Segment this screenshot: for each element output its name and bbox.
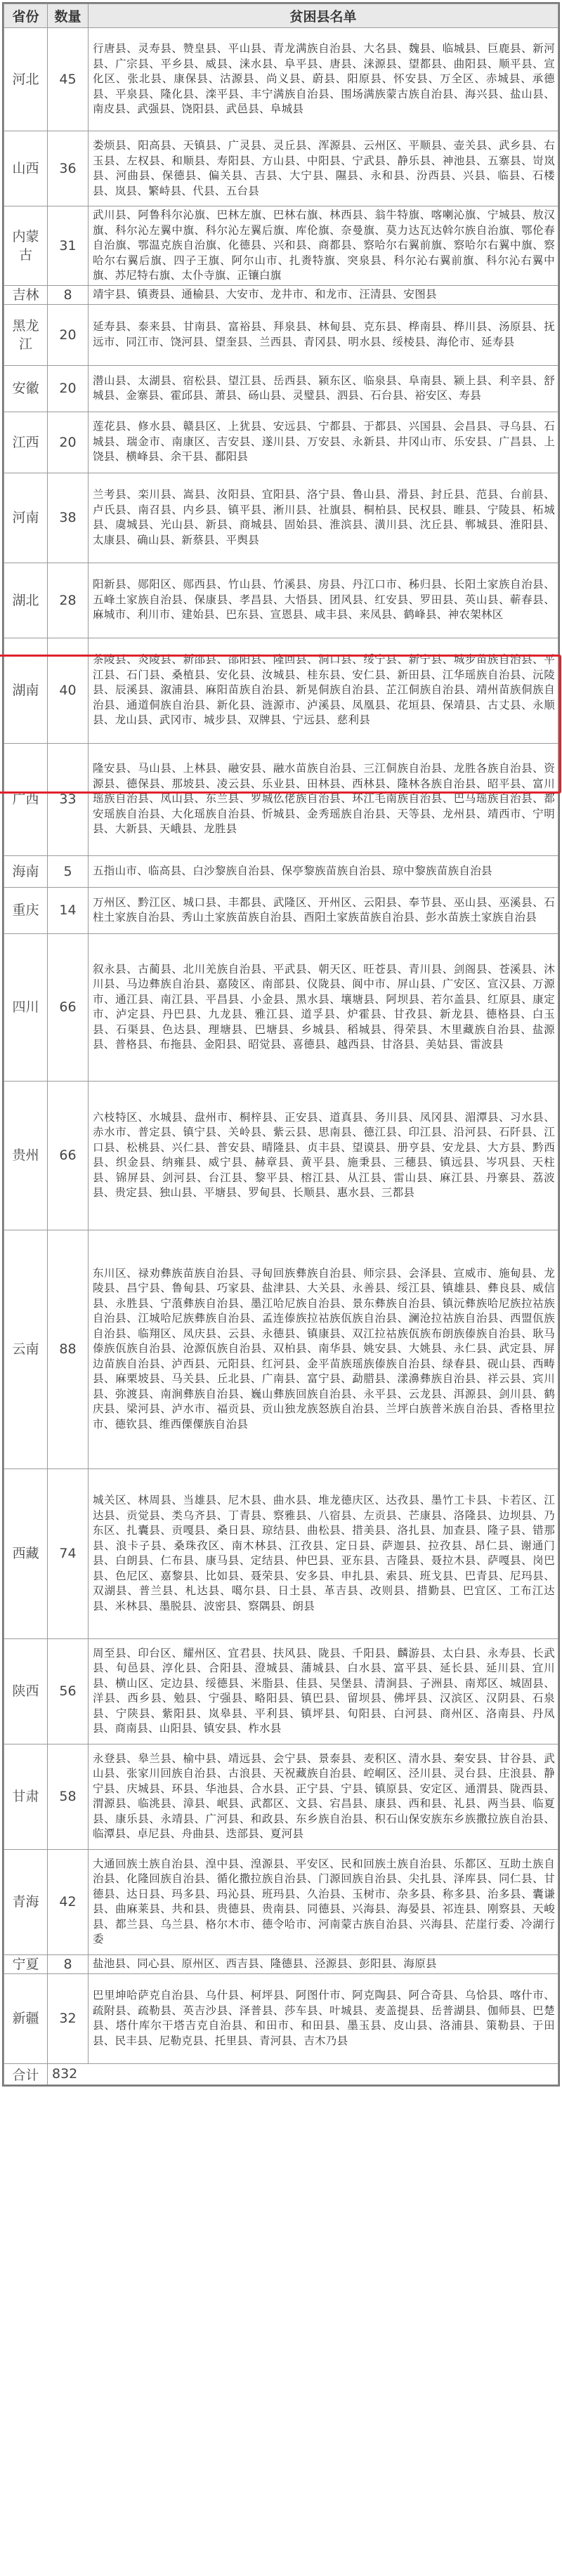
table-row (4, 365, 558, 412)
table-body (4, 28, 558, 2064)
table-row (4, 1468, 558, 1638)
count-cell: 58 (48, 1744, 89, 1849)
count-cell: 20 (48, 304, 89, 365)
province-cell: 新疆 (4, 1973, 48, 2063)
province-cell: 内蒙古 (4, 206, 48, 286)
county-list-cell: 兰考县、栾川县、嵩县、汝阳县、宜阳县、洛宁县、鲁山县、滑县、封丘县、范县、台前县、卢氏县、南召县、内乡县、镇平县、淅川县、社旗县、桐柏县、民权县、睢县、宁陵县、柘城县、虞城县、光山县、新县、商城县、固始县、淮滨县、潢川县、沈丘县、郸城县、淮阳县、太康县、确山县、新蔡县、平舆县 (89, 473, 558, 563)
count-cell: 40 (48, 638, 89, 743)
table-row (4, 563, 558, 638)
province-cell: 四川 (4, 933, 48, 1081)
table-row (4, 1230, 558, 1468)
count-cell: 88 (48, 1230, 89, 1468)
county-list-cell: 五指山市、临高县、白沙黎族自治县、保亭黎族苗族自治县、琼中黎族苗族自治县 (89, 855, 558, 887)
count-cell: 14 (48, 887, 89, 933)
county-list-cell: 潜山县、太湖县、宿松县、望江县、岳西县、颍东区、临泉县、阜南县、颍上县、利辛县、舒城县、金寨县、霍邱县、萧县、砀山县、灵璧县、泗县、石台县、裕安区、寿县 (89, 365, 558, 412)
count-cell: 45 (48, 28, 89, 131)
county-list-cell: 东川区、禄劝彝族苗族自治县、寻甸回族彝族自治县、师宗县、会泽县、宣威市、施甸县、龙陵县、昌宁县、鲁甸县、巧家县、盐津县、大关县、永善县、绥江县、镇雄县、彝良县、威信县、永胜县、宁蒗彝族自治县、墨江哈尼族自治县、景东彝族自治县、镇沅彝族哈尼族拉祜族自治县、江城哈尼族彝族自治县、孟连傣族拉祜族佤族自治县、澜沧拉祜族自治县、西盟佤族自治县、临翔区、凤庆县、云县、永德县、镇康县、双江拉祜族佤族布朗族傣族自治县、耿马傣族佤族自治县、沧源佤族自治县、双柏县、南华县、姚安县、大姚县、永仁县、武定县、屏边苗族自治县、泸西县、元阳县、红河县、金平苗族瑶族傣族自治县、绿春县、砚山县、西畴县、麻栗坡县、马关县、丘北县、广南县、富宁县、勐腊县、漾濞彝族自治县、祥云县、宾川县、弥渡县、南涧彝族自治县、巍山彝族回族自治县、永平县、云龙县、洱源县、剑川县、鹤庆县、梁河县、泸水市、福贡县、贡山独龙族怒族自治县、兰坪白族普米族自治县、香格里拉市、德钦县、维西傈僳族自治县 (89, 1230, 558, 1468)
table-row (4, 304, 558, 365)
header-province: 省份 (4, 4, 48, 28)
table-row (4, 1849, 558, 1954)
poverty-county-table-container (2, 2, 560, 2087)
county-list-cell: 莲花县、修水县、赣县区、上犹县、安远县、宁都县、于都县、兴国县、会昌县、寻乌县、石城县、瑞金市、南康区、吉安县、遂川县、万安县、永新县、井冈山市、乐安县、广昌县、上饶县、横峰县、余干县、鄱阳县 (89, 412, 558, 473)
count-cell: 28 (48, 563, 89, 638)
province-cell: 河北 (4, 28, 48, 131)
province-cell: 宁夏 (4, 1954, 48, 1973)
county-list-cell: 六枝特区、水城县、盘州市、桐梓县、正安县、道真县、务川县、凤冈县、湄潭县、习水县、赤水市、普定县、镇宁县、关岭县、紫云县、思南县、德江县、印江县、沿河县、石阡县、江口县、松桃县、兴仁县、普安县、晴隆县、贞丰县、望谟县、册亨县、安龙县、大方县、黔西县、织金县、纳雍县、威宁县、赫章县、黄平县、施秉县、三穗县、镇远县、岑巩县、天柱县、锦屏县、剑河县、台江县、黎平县、榕江县、从江县、雷山县、麻江县、丹寨县、荔波县、贵定县、独山县、平塘县、罗甸县、长顺县、惠水县、三都县 (89, 1081, 558, 1230)
province-cell: 重庆 (4, 887, 48, 933)
province-cell: 广西 (4, 743, 48, 855)
table-row (4, 285, 558, 304)
county-list-cell: 永登县、皋兰县、榆中县、靖远县、会宁县、景泰县、麦积区、清水县、秦安县、甘谷县、武山县、张家川回族自治县、古浪县、天祝藏族自治县、崆峒区、泾川县、灵台县、庄浪县、静宁县、庆城县、环县、华池县、合水县、正宁县、宁县、镇原县、安定区、通渭县、陇西县、渭源县、临洮县、漳县、岷县、武都区、文县、宕昌县、康县、西和县、礼县、两当县、临夏县、康乐县、永靖县、广河县、和政县、东乡族自治县、积石山保安族东乡族撒拉族自治县、临潭县、卓尼县、舟曲县、迭部县、夏河县 (89, 1744, 558, 1849)
table-row (4, 1954, 558, 1973)
count-cell: 32 (48, 1973, 89, 2063)
county-list-cell: 延寿县、泰来县、甘南县、富裕县、拜泉县、林甸县、克东县、桦南县、桦川县、汤原县、抚远市、同江市、饶河县、望奎县、兰西县、青冈县、明水县、绥棱县、海伦市、延寿县 (89, 304, 558, 365)
county-list-cell: 城关区、林周县、当雄县、尼木县、曲水县、堆龙德庆区、达孜县、墨竹工卡县、卡若区、江达县、贡觉县、类乌齐县、丁青县、察雅县、八宿县、左贡县、芒康县、洛隆县、边坝县、乃东区、扎囊县、贡嘎县、桑日县、琼结县、曲松县、措美县、洛扎县、加查县、隆子县、错那县、浪卡子县、桑珠孜区、南木林县、江孜县、定日县、萨迦县、拉孜县、昂仁县、谢通门县、白朗县、仁布县、康马县、定结县、仲巴县、亚东县、吉隆县、聂拉木县、萨嘎县、岗巴县、色尼区、嘉黎县、比如县、聂荣县、安多县、申扎县、索县、班戈县、巴青县、尼玛县、双湖县、普兰县、札达县、噶尔县、日土县、革吉县、改则县、措勤县、巴宜区、工布江达县、米林县、墨脱县、波密县、察隅县、朗县 (89, 1468, 558, 1638)
province-cell: 黑龙江 (4, 304, 48, 365)
count-cell: 36 (48, 131, 89, 206)
count-cell: 74 (48, 1468, 89, 1638)
table-row (4, 412, 558, 473)
province-cell: 贵州 (4, 1081, 48, 1230)
count-cell: 31 (48, 206, 89, 286)
count-cell: 8 (48, 285, 89, 304)
table-row (4, 743, 558, 855)
province-cell: 山西 (4, 131, 48, 206)
table-footer-row (4, 2063, 558, 2084)
table-row (4, 1081, 558, 1230)
province-cell: 河南 (4, 473, 48, 563)
province-cell: 海南 (4, 855, 48, 887)
table-row (4, 131, 558, 206)
county-list-cell: 盐池县、同心县、原州区、西吉县、隆德县、泾源县、彭阳县、海原县 (89, 1954, 558, 1973)
table-row (4, 206, 558, 286)
count-cell: 20 (48, 412, 89, 473)
count-cell: 20 (48, 365, 89, 412)
count-cell: 33 (48, 743, 89, 855)
county-list-cell: 茶陵县、炎陵县、新邵县、邵阳县、隆回县、洞口县、绥宁县、新宁县、城步苗族自治县、平江县、石门县、桑植县、安化县、汝城县、桂东县、安仁县、新田县、江华瑶族自治县、沅陵县、辰溪县、溆浦县、麻阳苗族自治县、新晃侗族自治县、芷江侗族自治县、靖州苗族侗族自治县、通道侗族自治县、新化县、涟源市、泸溪县、凤凰县、花垣县、保靖县、古丈县、永顺县、龙山县、武冈市、城步县、双牌县、宁远县、慈利县 (89, 638, 558, 743)
count-cell: 42 (48, 1849, 89, 1954)
province-cell: 吉林 (4, 285, 48, 304)
count-cell: 66 (48, 1081, 89, 1230)
table-row (4, 28, 558, 131)
county-list-cell: 阳新县、郧阳区、郧西县、竹山县、竹溪县、房县、丹江口市、秭归县、长阳土家族自治县、五峰土家族自治县、保康县、孝昌县、大悟县、团风县、红安县、罗田县、英山县、蕲春县、麻城市、利川市、建始县、巴东县、宣恩县、咸丰县、来凤县、鹤峰县、神农架林区 (89, 563, 558, 638)
table-row (4, 1744, 558, 1849)
province-cell: 湖北 (4, 563, 48, 638)
province-cell: 江西 (4, 412, 48, 473)
county-list-cell: 周至县、印台区、耀州区、宜君县、扶风县、陇县、千阳县、麟游县、太白县、永寿县、长武县、旬邑县、淳化县、合阳县、澄城县、蒲城县、白水县、富平县、延长县、延川县、宜川县、横山区、定边县、绥德县、米脂县、佳县、吴堡县、清涧县、子洲县、南郑区、城固县、洋县、西乡县、勉县、宁强县、略阳县、镇巴县、留坝县、佛坪县、汉滨区、汉阴县、石泉县、宁陕县、紫阳县、岚皋县、平利县、镇坪县、旬阳县、白河县、商州区、洛南县、丹凤县、商南县、山阳县、镇安县、柞水县 (89, 1638, 558, 1744)
county-list-cell: 娄烦县、阳高县、天镇县、广灵县、灵丘县、浑源县、云州区、平顺县、壶关县、武乡县、右玉县、左权县、和顺县、寿阳县、方山县、中阳县、宁武县、静乐县、神池县、五寨县、岢岚县、河曲县、保德县、偏关县、吉县、大宁县、隰县、永和县、汾西县、兴县、临县、石楼县、岚县、繁峙县、代县、五台县 (89, 131, 558, 206)
total-label: 合计 (4, 2063, 48, 2084)
table-row (4, 473, 558, 563)
province-cell: 青海 (4, 1849, 48, 1954)
province-cell: 西藏 (4, 1468, 48, 1638)
county-list-cell: 叙永县、古蔺县、北川羌族自治县、平武县、朝天区、旺苍县、青川县、剑阁县、苍溪县、沐川县、马边彝族自治县、嘉陵区、南部县、仪陇县、阆中市、屏山县、广安区、宣汉县、万源市、通江县、南江县、平昌县、小金县、黑水县、壤塘县、阿坝县、若尔盖县、红原县、康定市、泸定县、丹巴县、九龙县、雅江县、道孚县、炉霍县、甘孜县、新龙县、德格县、白玉县、石渠县、色达县、理塘县、巴塘县、乡城县、稻城县、得荣县、木里藏族自治县、盐源县、普格县、布拖县、金阳县、昭觉县、喜德县、越西县、甘洛县、美姑县、雷波县 (89, 933, 558, 1081)
table-row (4, 1638, 558, 1744)
table-row (4, 887, 558, 933)
header-count: 数量 (48, 4, 89, 28)
count-cell: 56 (48, 1638, 89, 1744)
county-list-cell: 行唐县、灵寿县、赞皇县、平山县、青龙满族自治县、大名县、魏县、临城县、巨鹿县、新河县、广宗县、平乡县、威县、涞水县、阜平县、唐县、涞源县、望都县、曲阳县、顺平县、宣化区、张北县、康保县、沽源县、尚义县、蔚县、阳原县、怀安县、万全区、赤城县、承德县、平泉县、隆化县、滦平县、丰宁满族自治县、围场满族蒙古族自治县、海兴县、盐山县、南皮县、武强县、饶阳县、武邑县、阜城县 (89, 28, 558, 131)
province-cell: 甘肃 (4, 1744, 48, 1849)
county-list-cell: 大通回族土族自治县、湟中县、湟源县、平安区、民和回族土族自治县、乐都区、互助土族自治县、化隆回族自治县、循化撒拉族自治县、门源回族自治县、尖扎县、泽库县、同仁县、甘德县、达日县、玛多县、玛沁县、班玛县、久治县、玉树市、杂多县、称多县、治多县、囊谦县、曲麻莱县、共和县、贵德县、贵南县、同德县、兴海县、海晏县、祁连县、刚察县、天峻县、都兰县、乌兰县、格尔木市、德令哈市、河南蒙古族自治县、兴海县、茫崖行委、冷湖行委 (89, 1849, 558, 1954)
count-cell: 8 (48, 1954, 89, 1973)
table-row (4, 1973, 558, 2063)
poverty-county-table (4, 4, 558, 2085)
total-value: 832 (48, 2063, 558, 2084)
province-cell: 湖南 (4, 638, 48, 743)
count-cell: 5 (48, 855, 89, 887)
county-list-cell: 巴里坤哈萨克自治县、乌什县、柯坪县、阿图什市、阿克陶县、阿合奇县、乌恰县、喀什市、疏附县、疏勒县、英吉沙县、泽普县、莎车县、叶城县、麦盖提县、岳普湖县、伽师县、巴楚县、塔什库尔干塔吉克自治县、和田市、和田县、墨玉县、皮山县、洛浦县、策勒县、于田县、民丰县、尼勒克县、托里县、青河县、吉木乃县 (89, 1973, 558, 2063)
province-cell: 云南 (4, 1230, 48, 1468)
county-list-cell: 靖宇县、镇赉县、通榆县、大安市、龙井市、和龙市、汪清县、安图县 (89, 285, 558, 304)
county-list-cell: 隆安县、马山县、上林县、融安县、融水苗族自治县、三江侗族自治县、龙胜各族自治县、资源县、德保县、那坡县、凌云县、乐业县、田林县、西林县、隆林各族自治县、昭平县、富川瑶族自治县、凤山县、东兰县、罗城仫佬族自治县、环江毛南族自治县、巴马瑶族自治县、都安瑶族自治县、大化瑶族自治县、忻城县、金秀瑶族自治县、天等县、龙州县、靖西市、宁明县、大新县、天峨县、龙胜县 (89, 743, 558, 855)
header-county-list: 贫困县名单 (89, 4, 558, 28)
table-row (4, 933, 558, 1081)
table-row (4, 855, 558, 887)
county-list-cell: 万州区、黔江区、城口县、丰都县、武隆区、开州区、云阳县、奉节县、巫山县、巫溪县、石柱土家族自治县、秀山土家族苗族自治县、酉阳土家族苗族自治县、彭水苗族土家族自治县 (89, 887, 558, 933)
province-cell: 安徽 (4, 365, 48, 412)
table-row (4, 638, 558, 743)
county-list-cell: 武川县、阿鲁科尔沁旗、巴林左旗、巴林右旗、林西县、翁牛特旗、喀喇沁旗、宁城县、敖汉旗、科尔沁左翼中旗、科尔沁左翼后旗、库伦旗、奈曼旗、莫力达瓦达斡尔族自治旗、鄂伦春自治旗、鄂温克族自治旗、化德县、兴和县、商都县、察哈尔右翼前旗、察哈尔右翼中旗、察哈尔右翼后旗、四子王旗、阿尔山市、扎赉特旗、突泉县、科尔沁右翼前旗、科尔沁右翼中旗、苏尼特右旗、太仆寺旗、正镶白旗 (89, 206, 558, 286)
count-cell: 38 (48, 473, 89, 563)
province-cell: 陕西 (4, 1638, 48, 1744)
count-cell: 66 (48, 933, 89, 1081)
table-header-row (4, 4, 558, 28)
